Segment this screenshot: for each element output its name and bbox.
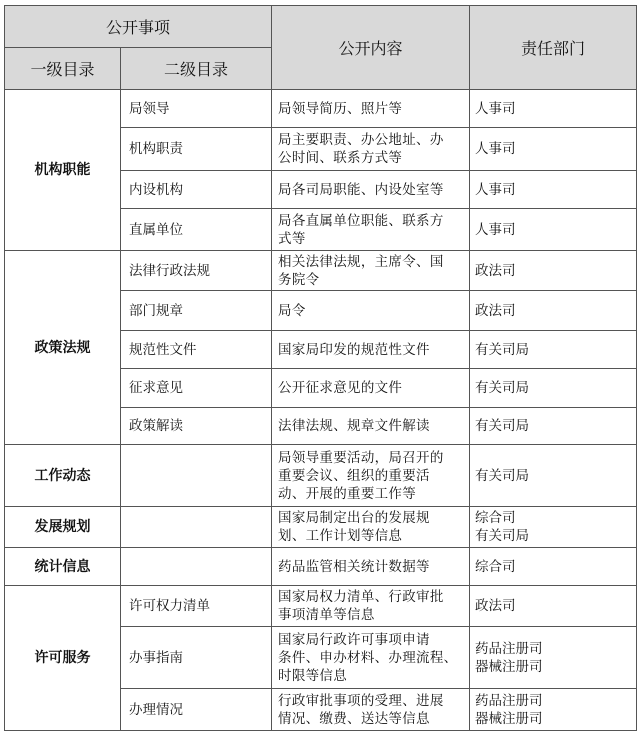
subcategory-cell: 规范性文件 — [121, 331, 272, 369]
content-cell: 局主要职责、办公地址、办 公时间、联系方式等 — [272, 128, 470, 171]
content-cell: 局领导重要活动，局召开的 重要会议、组织的重要活 动、开展的重要工作等 — [272, 445, 470, 507]
content-cell: 局各司局职能、内设处室等 — [272, 171, 470, 209]
department-cell: 政法司 — [470, 251, 637, 291]
subcategory-cell: 直属单位 — [121, 209, 272, 251]
content-cell: 药品监管相关统计数据等 — [272, 548, 470, 586]
subcategory-cell — [121, 507, 272, 548]
department-cell: 有关司局 — [470, 369, 637, 408]
department-cell: 有关司局 — [470, 445, 637, 507]
subcategory-cell — [121, 445, 272, 507]
category-cell: 许可服务 — [5, 586, 121, 731]
content-cell: 局各直属单位职能、联系方 式等 — [272, 209, 470, 251]
disclosure-table — [4, 5, 637, 731]
department-cell: 人事司 — [470, 171, 637, 209]
category-cell: 机构职能 — [5, 90, 121, 251]
content-cell: 行政审批事项的受理、进展 情况、缴费、送达等信息 — [272, 689, 470, 731]
department-cell: 药品注册司 器械注册司 — [470, 689, 637, 731]
subcategory-cell: 局领导 — [121, 90, 272, 128]
subcategory-cell: 部门规章 — [121, 291, 272, 331]
department-cell: 综合司 有关司局 — [470, 507, 637, 548]
category-cell: 工作动态 — [5, 445, 121, 507]
department-cell: 有关司局 — [470, 408, 637, 445]
header-level1: 一级目录 — [5, 48, 121, 90]
department-cell: 综合司 — [470, 548, 637, 586]
department-cell: 人事司 — [470, 128, 637, 171]
header-public-items: 公开事项 — [5, 6, 272, 48]
content-cell: 法律法规、规章文件解读 — [272, 408, 470, 445]
department-cell: 有关司局 — [470, 331, 637, 369]
content-cell: 国家局权力清单、行政审批 事项清单等信息 — [272, 586, 470, 627]
content-cell: 相关法律法规，主席令、国 务院令 — [272, 251, 470, 291]
content-cell: 局令 — [272, 291, 470, 331]
category-cell: 发展规划 — [5, 507, 121, 548]
header-department: 责任部门 — [470, 6, 637, 90]
content-cell: 国家局制定出台的发展规 划、工作计划等信息 — [272, 507, 470, 548]
department-cell: 人事司 — [470, 209, 637, 251]
department-cell: 人事司 — [470, 90, 637, 128]
subcategory-cell — [121, 548, 272, 586]
category-cell: 政策法规 — [5, 251, 121, 445]
header-content: 公开内容 — [272, 6, 470, 90]
subcategory-cell: 内设机构 — [121, 171, 272, 209]
department-cell: 政法司 — [470, 291, 637, 331]
content-cell: 局领导简历、照片等 — [272, 90, 470, 128]
department-cell: 政法司 — [470, 586, 637, 627]
content-cell: 公开征求意见的文件 — [272, 369, 470, 408]
subcategory-cell: 征求意见 — [121, 369, 272, 408]
subcategory-cell: 办理情况 — [121, 689, 272, 731]
subcategory-cell: 政策解读 — [121, 408, 272, 445]
subcategory-cell: 机构职责 — [121, 128, 272, 171]
department-cell: 药品注册司 器械注册司 — [470, 627, 637, 689]
table-body — [5, 90, 637, 731]
subcategory-cell: 办事指南 — [121, 627, 272, 689]
category-cell: 统计信息 — [5, 548, 121, 586]
content-cell: 国家局行政许可事项申请 条件、申办材料、办理流程、 时限等信息 — [272, 627, 470, 689]
content-cell: 国家局印发的规范性文件 — [272, 331, 470, 369]
subcategory-cell: 法律行政法规 — [121, 251, 272, 291]
header-level2: 二级目录 — [121, 48, 272, 90]
subcategory-cell: 许可权力清单 — [121, 586, 272, 627]
